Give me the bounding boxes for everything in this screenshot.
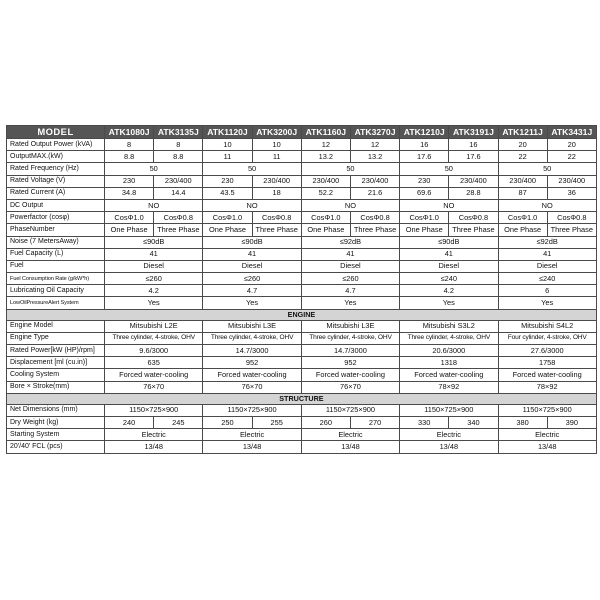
spec-value: 230/400 (301, 175, 350, 187)
spec-value: 952 (301, 357, 399, 369)
spec-value: 230/400 (547, 175, 596, 187)
spec-value: 12 (301, 139, 350, 151)
spec-value: Yes (301, 297, 399, 309)
spec-value: One Phase (400, 224, 449, 236)
spec-value: Forced water-cooling (105, 369, 203, 381)
spec-value: 13.2 (350, 151, 399, 163)
spec-label: Rated Frequency (Hz) (7, 163, 105, 175)
spec-value: 230/400 (154, 175, 203, 187)
spec-value: 10 (252, 139, 301, 151)
spec-value: Diesel (105, 260, 203, 272)
spec-value: 20 (498, 139, 547, 151)
spec-value: ≤240 (498, 273, 596, 285)
spec-value: Diesel (301, 260, 399, 272)
spec-value: 52.2 (301, 187, 350, 199)
section-title: ENGINE (7, 309, 597, 320)
spec-value: 390 (547, 416, 596, 428)
spec-value: Forced water-cooling (203, 369, 301, 381)
spec-label: Rated Voltage (V) (7, 175, 105, 187)
spec-value: NO (203, 199, 301, 211)
spec-value: 340 (449, 416, 498, 428)
spec-label: Starting System (7, 429, 105, 441)
spec-value: 230/400 (498, 175, 547, 187)
model-name: ATK3135J (154, 126, 203, 139)
model-name: ATK1080J (105, 126, 154, 139)
spec-value: ≤90dB (400, 236, 498, 248)
model-name: ATK3200J (252, 126, 301, 139)
spec-value: Electric (105, 429, 203, 441)
spec-value: ≤240 (400, 273, 498, 285)
spec-row (7, 151, 597, 163)
spec-value: Three cylinder, 4-stroke, OHV (105, 332, 203, 344)
spec-value: 1758 (498, 357, 596, 369)
spec-value: CosΦ1.0 (400, 212, 449, 224)
model-name: ATK3191J (449, 126, 498, 139)
spec-value: 8 (154, 139, 203, 151)
spec-value: NO (400, 199, 498, 211)
spec-value: Mitsubishi L3E (301, 320, 399, 332)
spec-value: 16 (449, 139, 498, 151)
spec-value: 22 (498, 151, 547, 163)
spec-value: 230/400 (350, 175, 399, 187)
spec-value: 9.6/3000 (105, 345, 203, 357)
spec-label: Fuel (7, 260, 105, 272)
spec-label: Powerfactor (cosφ) (7, 212, 105, 224)
spec-value: Four cylinder, 4-stroke, OHV (498, 332, 596, 344)
spec-value: 13/48 (203, 441, 301, 453)
model-name: ATK1160J (301, 126, 350, 139)
spec-row (7, 273, 597, 285)
spec-row (7, 285, 597, 297)
spec-value: Three cylinder, 4-stroke, OHV (400, 332, 498, 344)
spec-row (7, 345, 597, 357)
spec-table (6, 125, 597, 454)
spec-value: Electric (400, 429, 498, 441)
spec-value: CosΦ1.0 (203, 212, 252, 224)
spec-value: 4.2 (400, 285, 498, 297)
spec-value: 20.6/3000 (400, 345, 498, 357)
spec-row (7, 163, 597, 175)
spec-value: 250 (203, 416, 252, 428)
spec-label: Net Dimensions (mm) (7, 404, 105, 416)
model-name: ATK3431J (547, 126, 596, 139)
spec-value: 41 (301, 248, 399, 260)
spec-row (7, 175, 597, 187)
spec-value: Yes (400, 297, 498, 309)
spec-value: 76×70 (105, 381, 203, 393)
spec-value: CosΦ1.0 (105, 212, 154, 224)
spec-value: 22 (547, 151, 596, 163)
spec-value: Electric (203, 429, 301, 441)
spec-value: ≤92dB (301, 236, 399, 248)
spec-value: ≤260 (203, 273, 301, 285)
spec-value: 16 (400, 139, 449, 151)
spec-value: 8.8 (105, 151, 154, 163)
spec-value: 255 (252, 416, 301, 428)
spec-value: Three cylinder, 4-stroke, OHV (301, 332, 399, 344)
spec-label: Noise (7 MetersAway) (7, 236, 105, 248)
spec-row (7, 369, 597, 381)
spec-value: 20 (547, 139, 596, 151)
section-title: STRUCTURE (7, 393, 597, 404)
spec-value: 41 (400, 248, 498, 260)
spec-value: 635 (105, 357, 203, 369)
spec-value: 1318 (400, 357, 498, 369)
spec-value: 8.8 (154, 151, 203, 163)
spec-value: 1150×725×900 (301, 404, 399, 416)
spec-value: Mitsubishi L3E (203, 320, 301, 332)
spec-value: Yes (498, 297, 596, 309)
spec-row (7, 357, 597, 369)
spec-row (7, 381, 597, 393)
spec-label: Rated Output Power (kVA) (7, 139, 105, 151)
spec-value: 380 (498, 416, 547, 428)
spec-label: Dry Weight (kg) (7, 416, 105, 428)
spec-value: Diesel (498, 260, 596, 272)
spec-label: Lubricating Oil Capacity (7, 285, 105, 297)
spec-body (7, 139, 597, 454)
spec-row (7, 199, 597, 211)
spec-value: 50 (203, 163, 301, 175)
spec-label: Rated Power[kW (HP)/rpm] (7, 345, 105, 357)
spec-value: Forced water-cooling (400, 369, 498, 381)
spec-value: 14.4 (154, 187, 203, 199)
spec-value: 952 (203, 357, 301, 369)
spec-label: Engine Model (7, 320, 105, 332)
spec-value: 13/48 (400, 441, 498, 453)
spec-value: 28.8 (449, 187, 498, 199)
spec-value: 50 (105, 163, 203, 175)
spec-value: Three Phase (154, 224, 203, 236)
spec-value: 76×70 (301, 381, 399, 393)
spec-value: 11 (203, 151, 252, 163)
spec-value: One Phase (203, 224, 252, 236)
spec-value: CosΦ0.8 (154, 212, 203, 224)
spec-value: Mitsubishi S4L2 (498, 320, 596, 332)
spec-label: Rated Current (A) (7, 187, 105, 199)
spec-value: 34.8 (105, 187, 154, 199)
spec-value: CosΦ1.0 (301, 212, 350, 224)
spec-value: 12 (350, 139, 399, 151)
spec-row (7, 236, 597, 248)
spec-value: CosΦ0.8 (252, 212, 301, 224)
spec-value: 330 (400, 416, 449, 428)
spec-label: DC Output (7, 199, 105, 211)
spec-value: 36 (547, 187, 596, 199)
spec-value: 4.7 (301, 285, 399, 297)
spec-label: LowOilPressureAlert System (7, 297, 105, 309)
spec-value: 41 (105, 248, 203, 260)
spec-value: 1150×725×900 (400, 404, 498, 416)
spec-row (7, 404, 597, 416)
spec-value: ≤90dB (203, 236, 301, 248)
spec-value: Three cylinder, 4-stroke, OHV (203, 332, 301, 344)
spec-value: CosΦ0.8 (547, 212, 596, 224)
spec-value: 41 (498, 248, 596, 260)
section-header-row (7, 393, 597, 404)
spec-value: Three Phase (350, 224, 399, 236)
spec-value: Three Phase (252, 224, 301, 236)
spec-value: Diesel (203, 260, 301, 272)
spec-value: 6 (498, 285, 596, 297)
spec-value: 13/48 (301, 441, 399, 453)
spec-value: Forced water-cooling (498, 369, 596, 381)
spec-value: Mitsubishi L2E (105, 320, 203, 332)
spec-value: CosΦ1.0 (498, 212, 547, 224)
spec-row (7, 224, 597, 236)
spec-row (7, 139, 597, 151)
spec-value: 230/400 (252, 175, 301, 187)
section-header-row (7, 309, 597, 320)
spec-value: Three Phase (547, 224, 596, 236)
spec-label: PhaseNumber (7, 224, 105, 236)
spec-value: 87 (498, 187, 547, 199)
spec-value: 18 (252, 187, 301, 199)
spec-value: One Phase (301, 224, 350, 236)
spec-value: Three Phase (449, 224, 498, 236)
spec-value: Mitsubishi S3L2 (400, 320, 498, 332)
spec-value: 17.6 (449, 151, 498, 163)
spec-value: 50 (301, 163, 399, 175)
spec-value: CosΦ0.8 (449, 212, 498, 224)
spec-label: OutputMAX.(kW) (7, 151, 105, 163)
spec-row (7, 320, 597, 332)
spec-label: Bore × Stroke(mm) (7, 381, 105, 393)
spec-label: 20'/40' FCL (pcs) (7, 441, 105, 453)
spec-label: Fuel Consumption Rate (g/kW*h) (7, 273, 105, 285)
spec-row (7, 441, 597, 453)
spec-value: Yes (105, 297, 203, 309)
spec-value: One Phase (105, 224, 154, 236)
spec-value: Diesel (400, 260, 498, 272)
spec-value: 245 (154, 416, 203, 428)
model-name: ATK1211J (498, 126, 547, 139)
spec-value: 17.6 (400, 151, 449, 163)
spec-value: NO (498, 199, 596, 211)
spec-value: 76×70 (203, 381, 301, 393)
spec-row (7, 297, 597, 309)
spec-value: 240 (105, 416, 154, 428)
spec-value: 1150×725×900 (498, 404, 596, 416)
spec-value: 13.2 (301, 151, 350, 163)
spec-value: Yes (203, 297, 301, 309)
spec-value: 1150×725×900 (105, 404, 203, 416)
spec-label: Engine Type (7, 332, 105, 344)
spec-row (7, 187, 597, 199)
spec-value: 78×92 (498, 381, 596, 393)
spec-value: ≤260 (301, 273, 399, 285)
model-header-row (7, 126, 597, 139)
spec-value: One Phase (498, 224, 547, 236)
spec-value: 270 (350, 416, 399, 428)
spec-value: 260 (301, 416, 350, 428)
model-name: ATK1120J (203, 126, 252, 139)
spec-value: 10 (203, 139, 252, 151)
spec-value: 4.2 (105, 285, 203, 297)
spec-value: CosΦ0.8 (350, 212, 399, 224)
spec-value: 13/48 (105, 441, 203, 453)
spec-value: 230/400 (449, 175, 498, 187)
spec-value: 11 (252, 151, 301, 163)
spec-row (7, 332, 597, 344)
spec-value: ≤92dB (498, 236, 596, 248)
spec-value: 1150×725×900 (203, 404, 301, 416)
model-name: ATK1210J (400, 126, 449, 139)
spec-row (7, 416, 597, 428)
spec-value: ≤90dB (105, 236, 203, 248)
spec-value: Electric (301, 429, 399, 441)
spec-value: 21.6 (350, 187, 399, 199)
spec-value: ≤260 (105, 273, 203, 285)
model-name: ATK3270J (350, 126, 399, 139)
spec-row (7, 248, 597, 260)
spec-label: Fuel Capacity (L) (7, 248, 105, 260)
spec-value: 50 (400, 163, 498, 175)
spec-value: NO (105, 199, 203, 211)
spec-value: 27.6/3000 (498, 345, 596, 357)
spec-value: 4.7 (203, 285, 301, 297)
spec-value: 78×92 (400, 381, 498, 393)
spec-row (7, 429, 597, 441)
spec-value: 8 (105, 139, 154, 151)
spec-label: Displacement [ml (cu.in)] (7, 357, 105, 369)
spec-value: 230 (203, 175, 252, 187)
spec-value: 14.7/3000 (203, 345, 301, 357)
spec-value: NO (301, 199, 399, 211)
spec-value: 41 (203, 248, 301, 260)
spec-value: 50 (498, 163, 596, 175)
spec-value: Forced water-cooling (301, 369, 399, 381)
spec-value: 69.6 (400, 187, 449, 199)
spec-label: Cooling System (7, 369, 105, 381)
spec-value: 230 (400, 175, 449, 187)
spec-row (7, 212, 597, 224)
spec-row (7, 260, 597, 272)
spec-value: Electric (498, 429, 596, 441)
spec-value: 14.7/3000 (301, 345, 399, 357)
model-label: MODEL (7, 126, 105, 139)
spec-value: 13/48 (498, 441, 596, 453)
spec-value: 230 (105, 175, 154, 187)
spec-value: 43.5 (203, 187, 252, 199)
